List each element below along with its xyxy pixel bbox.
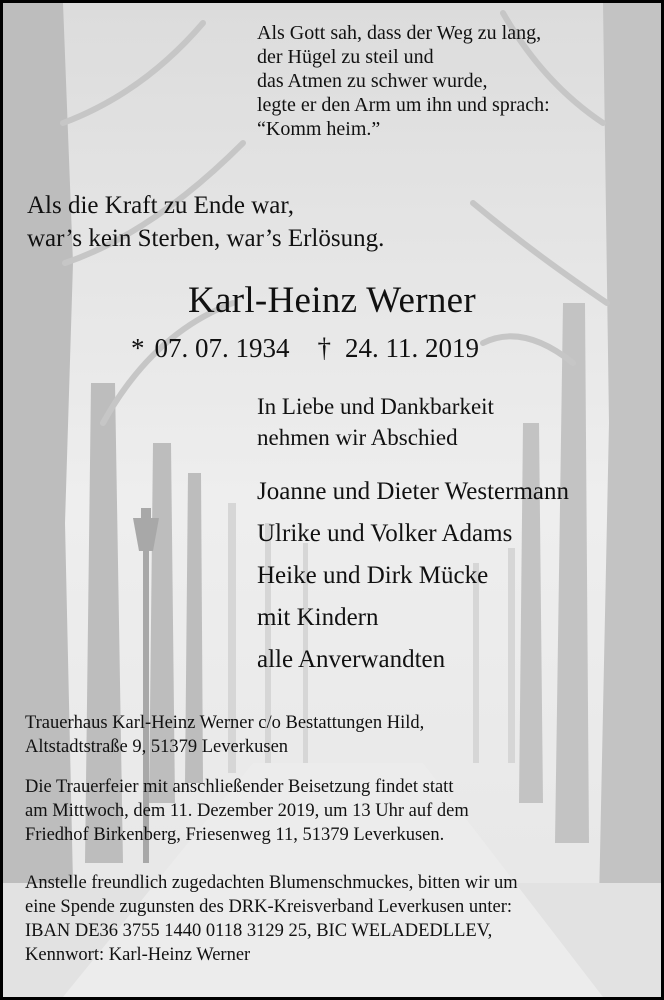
motto-line: war’s kein Sterben, war’s Erlösung. <box>27 225 385 252</box>
address-line: Trauerhaus Karl-Heinz Werner c/o Bestattungen Hild, <box>25 713 425 733</box>
donation-line: IBAN DE36 3755 1440 0118 3129 25, BIC WELADEDLLEV, <box>25 921 493 941</box>
mourner: Heike und Dirk Mücke <box>257 562 489 589</box>
donation-info <box>25 871 518 967</box>
ceremony-info <box>25 775 469 847</box>
farewell-text <box>257 391 494 453</box>
mourners-list <box>257 471 569 681</box>
poem-line: Als Gott sah, dass der Weg zu lang, <box>257 22 542 44</box>
ceremony-line: am Mittwoch, dem 11. Dezember 2019, um 13 Uhr auf dem <box>25 801 469 821</box>
donation-line: eine Spende zugunsten des DRK-Kreisverband Leverkusen unter: <box>25 897 513 917</box>
birth-date: 07. 07. 1934 <box>154 333 290 363</box>
farewell-line: nehmen wir Abschied <box>257 425 458 450</box>
obituary-card <box>3 3 661 997</box>
mourner: alle Anverwandten <box>257 646 446 673</box>
death-date: 24. 11. 2019 <box>345 333 479 363</box>
donation-line: Anstelle freundlich zugedachten Blumenschmuckes, bitten wir um <box>25 873 518 893</box>
donation-line: Kennwort: Karl-Heinz Werner <box>25 945 251 965</box>
motto <box>27 189 384 255</box>
birth-symbol: * <box>131 333 145 363</box>
motto-line: Als die Kraft zu Ende war, <box>27 192 294 219</box>
address-line: Altstadtstraße 9, 51379 Leverkusen <box>25 737 289 757</box>
mourner: Ulrike und Volker Adams <box>257 520 513 547</box>
poem-line: der Hügel zu steil und <box>257 46 434 68</box>
farewell-line: In Liebe und Dankbarkeit <box>257 394 494 419</box>
death-symbol: † <box>317 333 331 363</box>
poem-line: das Atmen zu schwer wurde, <box>257 70 488 92</box>
deceased-name: Karl-Heinz Werner <box>187 280 477 321</box>
ceremony-line: Friedhof Birkenberg, Friesenweg 11, 51379 Leverkusen. <box>25 825 445 845</box>
mourning-house-address <box>25 711 424 759</box>
mourner: mit Kindern <box>257 604 379 631</box>
poem-line: legte er den Arm um ihn und sprach: <box>257 94 550 116</box>
ceremony-line: Die Trauerfeier mit anschließender Beisetzung findet statt <box>25 777 454 797</box>
poem <box>257 21 550 141</box>
poem-line: “Komm heim.” <box>257 118 381 140</box>
life-dates <box>131 331 479 365</box>
mourner: Joanne und Dieter Westermann <box>257 478 570 505</box>
